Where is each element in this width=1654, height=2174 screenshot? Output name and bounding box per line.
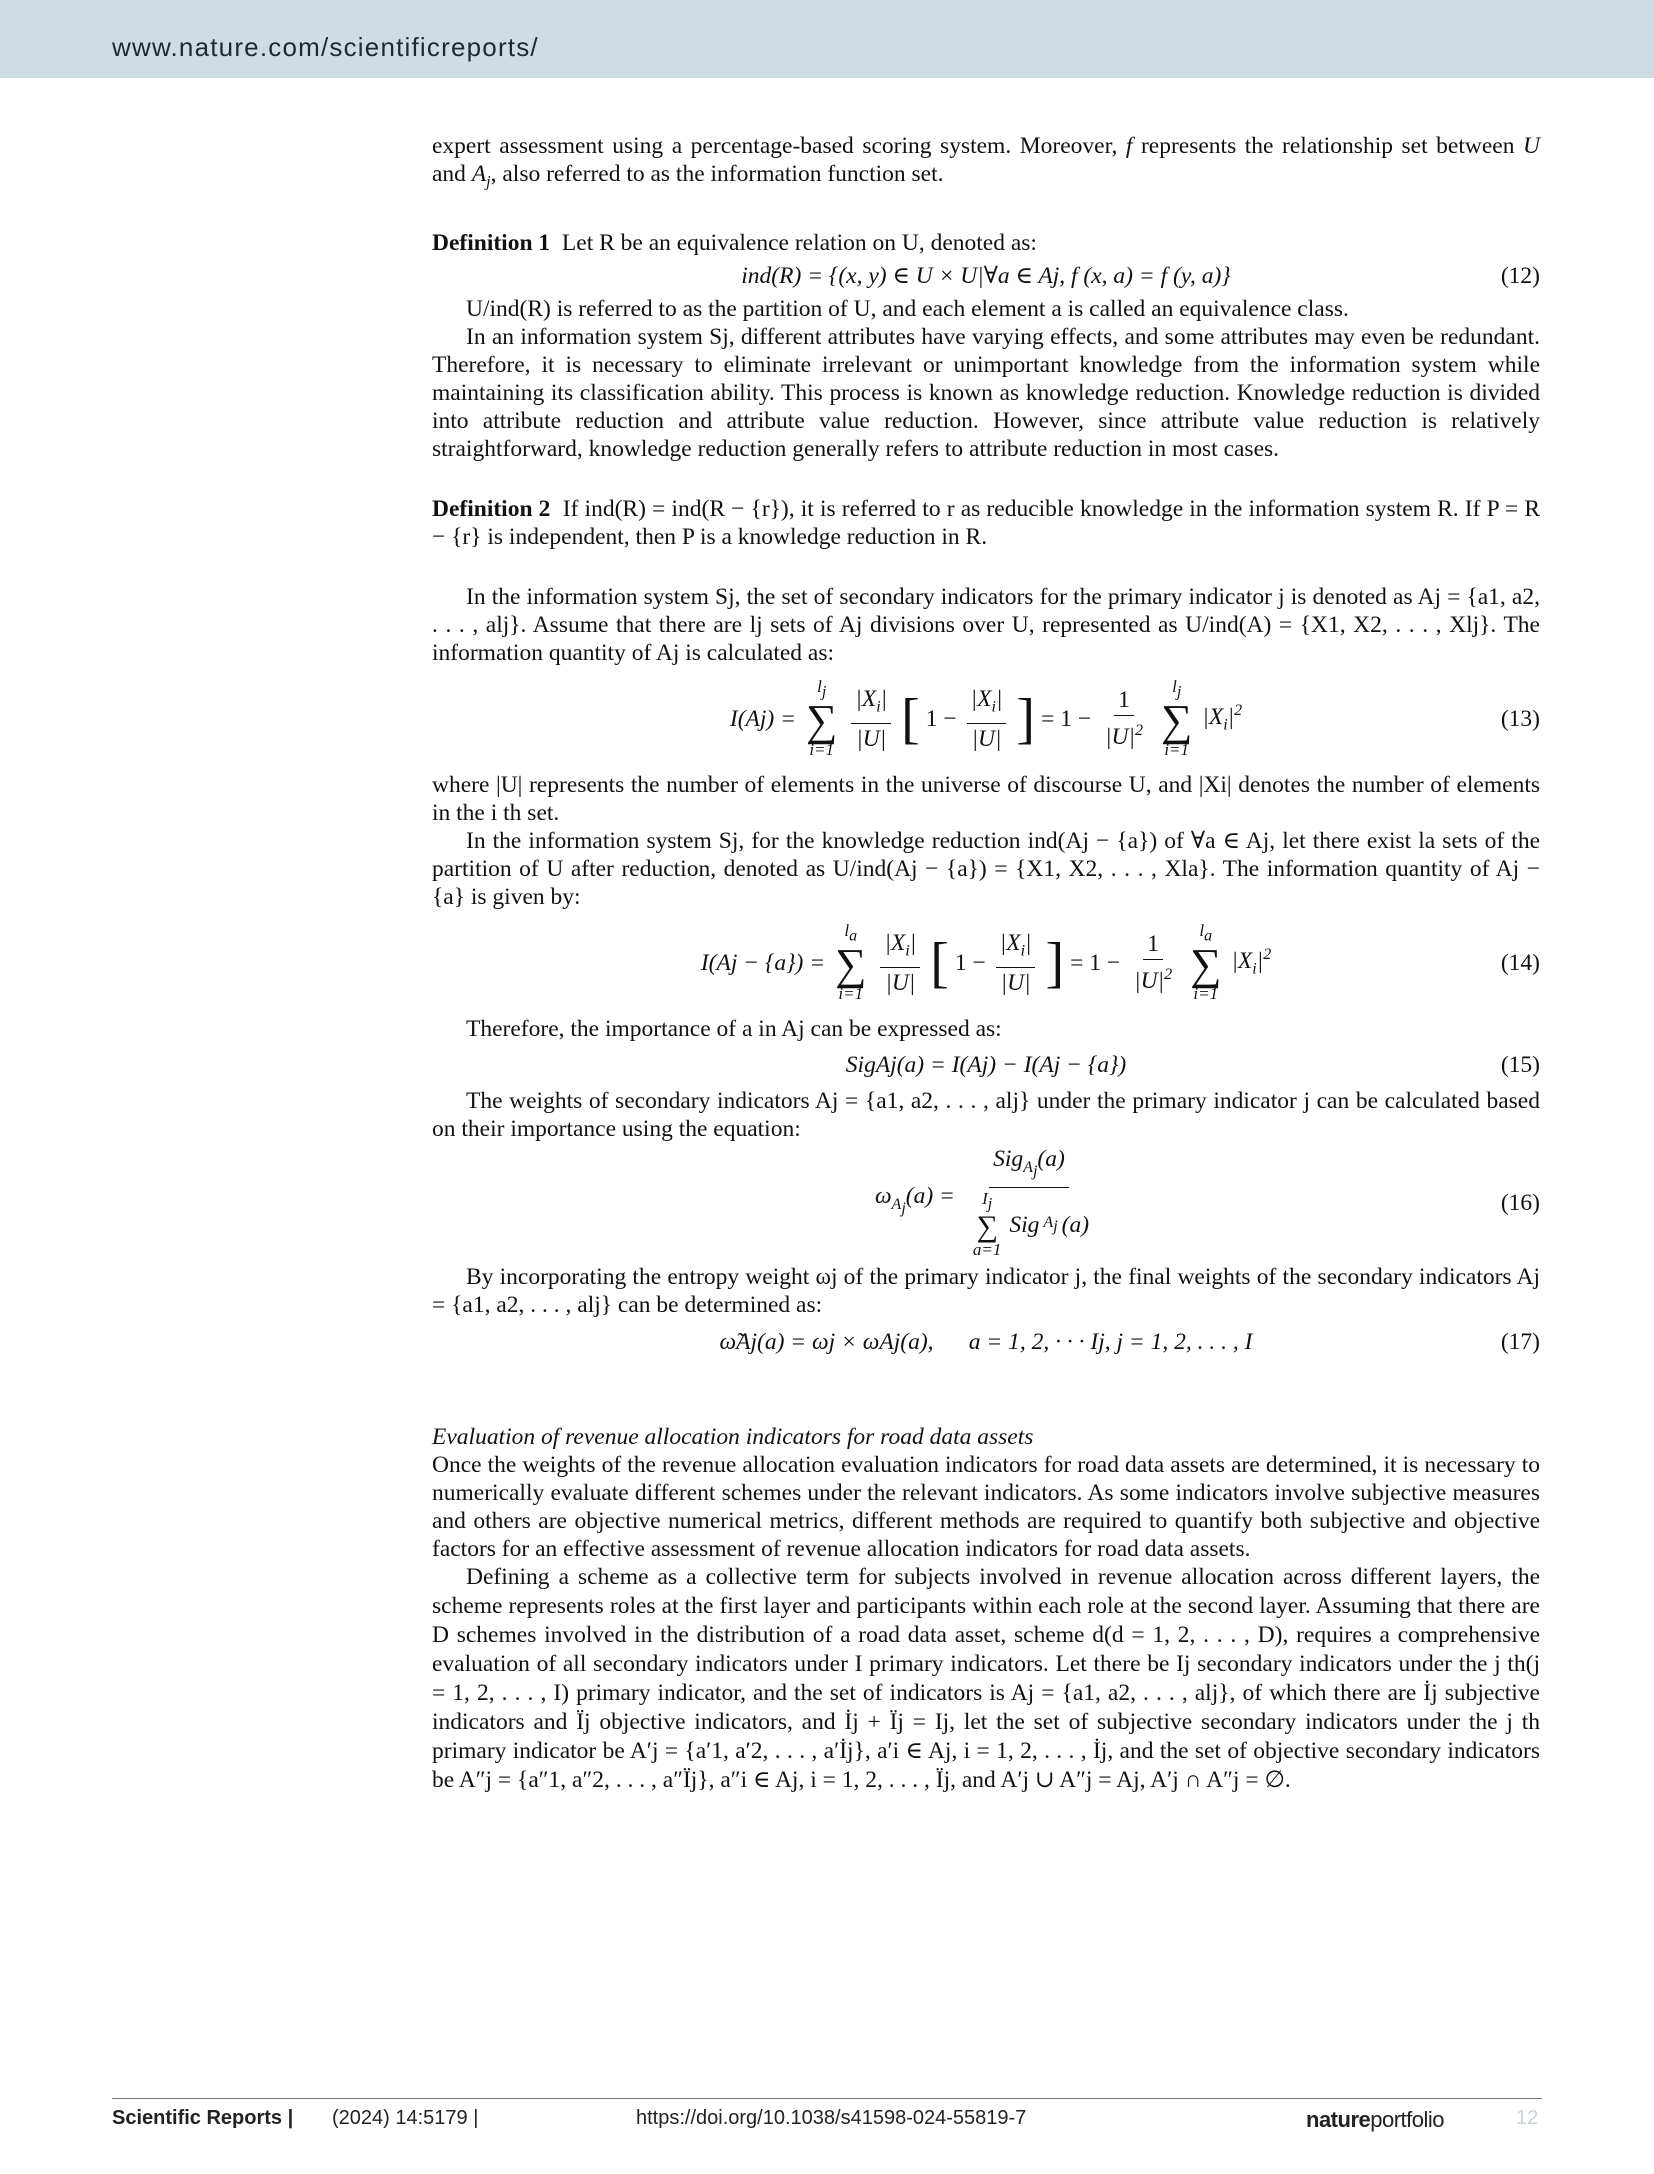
equation-14-number: (14) bbox=[1500, 949, 1540, 976]
evaluation-paragraph: Once the weights of the revenue allocation evaluation indicators for road data assets are determined, it is necessary to numerically evaluate different schemes under the relevant indicators. As some indicators involve subjective measures and others are objective numerical metrics, different methods are required to quantify both subjective and objective factors for an effective assessment of revenue allocation indicators for road data assets. bbox=[432, 1451, 1540, 1562]
definition-2-label: Definition 2 bbox=[432, 495, 551, 522]
equation-17-body: ω̃Aj(a) = ωj × ωAj(a), a = 1, 2, · · · Ij, j = 1, 2, . . . , I bbox=[719, 1328, 1253, 1355]
equation-16-number: (16) bbox=[1500, 1189, 1540, 1216]
article-body bbox=[432, 132, 1540, 1795]
equation-17 bbox=[432, 1319, 1540, 1365]
partition-paragraph: U/ind(R) is referred to as the partition of U, and each element a is called an equivalence class. bbox=[466, 295, 1349, 322]
equation-13: I(Aj) = $l_j$ ∑ i=1 $\frac{|X_i|}{|U|}$ [ 1 − $\frac{|X_i|}{|U|}$ ] = 1 − $\frac{1}{|U|^2}$ $l_j$ ∑ i=1 $|X_i|^2$ (13) bbox=[729, 676, 1540, 760]
scheme-paragraph: Defining a scheme as a collective term for subjects involved in revenue allocation across different layers, the scheme represents roles at the first layer and participants within each role at the second layer. Assuming that there are D schemes involved in the distribution of a road data asset, scheme d(d = 1, 2, . . . , D), requires a comprehensive evaluation of all secondary indicators under I primary indicators. Let there be Ij secondary indicators under the j th(j = 1, 2, . . . , I) primary indicator, and the set of indicators is Aj = {a1, a2, . . . , alj}, of which there are İj subjective indicators and Ïj objective indicators, and İj + Ïj = Ij, let the set of subjective secondary indicators under the j th primary indicator be A′j = {a′1, a′2, . . . , a′İj}, a′i ∈ Aj, i = 1, 2, . . . , İj, and the set of objective secondary indicators be A″j = {a″1, a″2, . . . , a″Ïj}, a″i ∈ Aj, i = 1, 2, . . . , Ïj, and A′j ∪ A″j = Aj, A′j ∩ A″j = ∅. bbox=[432, 1563, 1540, 1793]
info-system-paragraph: In an information system Sj, different attributes have varying effects, and some attributes may even be redundant. Therefore, it is necessary to eliminate irrelevant or unimportant knowledge from the information system while maintaining its classification ability. This process is known as knowledge reduction. Knowledge reduction is divided into attribute reduction and attribute value reduction. However, since attribute value reduction is relatively straightforward, knowledge reduction generally refers to attribute reduction in most cases. bbox=[432, 323, 1540, 462]
definition-2 bbox=[432, 495, 1540, 551]
where-paragraph: where |U| represents the number of elements in the universe of discourse U, and |Xi| denotes the number of elements in the i th set. bbox=[432, 771, 1540, 826]
top-banner bbox=[0, 0, 1654, 78]
nature-portfolio-logo: natureportfolio bbox=[1306, 2107, 1445, 2132]
equation-14-lhs: I(Aj − {a}) = bbox=[700, 949, 826, 976]
site-url[interactable]: www.nature.com/scientificreports/ bbox=[112, 32, 539, 62]
equation-15 bbox=[432, 1043, 1540, 1087]
equation-14: I(Aj − {a}) = $l_a$ ∑ i=1 $\frac{|X_i|}{|U|}$ [ 1 − $\frac{|X_i|}{|U|}$ ] = 1 − $\frac{1}{|U|^2}$ $l_a$ ∑ i=1 $|X_i|^2$ (14) bbox=[700, 920, 1540, 1004]
section-heading: Evaluation of revenue allocation indicators for road data assets bbox=[432, 1423, 1034, 1450]
equation-16: $\omega_{A_j}(a)$ = Sig$_{A_j}$(a) $I_j$ ∑ a=1 Sig $A_j$ (a) (16) bbox=[874, 1146, 1540, 1260]
equation-12-body: ind(R) = {(x, y) ∈ U × U|∀a ∈ Aj, f (x, a) = f (y, a)} bbox=[741, 262, 1231, 289]
definition-1-text: Let R be an equivalence relation on U, denoted as: bbox=[561, 229, 1037, 256]
weights-paragraph: The weights of secondary indicators Aj = {a1, a2, . . . , alj} under the primary indicator j can be calculated based on their importance using the equation: bbox=[432, 1087, 1540, 1142]
definition-1 bbox=[432, 229, 1540, 257]
equation-13-lhs: I(Aj) = bbox=[729, 705, 796, 732]
footer-journal: Scientific Reports | bbox=[112, 2107, 294, 2129]
footer-volume: (2024) 14:5179 | bbox=[332, 2107, 479, 2129]
page-number: 12 bbox=[1516, 2107, 1539, 2129]
equation-15-number: (15) bbox=[1500, 1051, 1540, 1078]
definition-1-label: Definition 1 bbox=[432, 229, 551, 256]
equation-17-number: (17) bbox=[1500, 1328, 1540, 1355]
equation-12-number: (12) bbox=[1500, 262, 1540, 289]
entropy-weight-paragraph: By incorporating the entropy weight ωj of the primary indicator j, the final weights of the secondary indicators Aj = {a1, a2, . . . , alj} can be determined as: bbox=[432, 1263, 1540, 1318]
definition-2-text: If ind(R) = ind(R − {r}), it is referred to r as reducible knowledge in the information system R. If P = R − {r} is independent, then P is a knowledge reduction in R. bbox=[432, 495, 1541, 550]
equation-15-body: SigAj(a) = I(Aj) − I(Aj − {a}) bbox=[845, 1051, 1127, 1078]
importance-paragraph: Therefore, the importance of a in Aj can be expressed as: bbox=[466, 1015, 1002, 1042]
equation-13-number: (13) bbox=[1500, 705, 1540, 732]
knowledge-reduction-paragraph: In the information system Sj, for the knowledge reduction ind(Aj − {a}) of ∀a ∈ Aj, let there exist la sets of the partition of U after reduction, denoted as U/ind(Aj − {a}) = {X1, X2, . . . , Xla}. The information quantity of Aj − {a} is given by: bbox=[432, 827, 1540, 910]
equation-12 bbox=[432, 257, 1540, 295]
intro-paragraph: expert assessment using a percentage-based scoring system. Moreover, f represents the relationship set between U and $A_j$, also referred to as the information function set. bbox=[432, 133, 1540, 191]
footer-doi-link[interactable]: https://doi.org/10.1038/s41598-024-55819-7 bbox=[636, 2107, 1027, 2129]
secondary-indicators-paragraph: In the information system Sj, the set of secondary indicators for the primary indicator j is denoted as Aj = {a1, a2, . . . , alj}. Assume that there are lj sets of Aj divisions over U, represented as U/ind(A) = {X1, X2, . . . , Xlj}. The information quantity of Aj is calculated as: bbox=[432, 583, 1540, 666]
footer-divider bbox=[112, 2098, 1542, 2099]
